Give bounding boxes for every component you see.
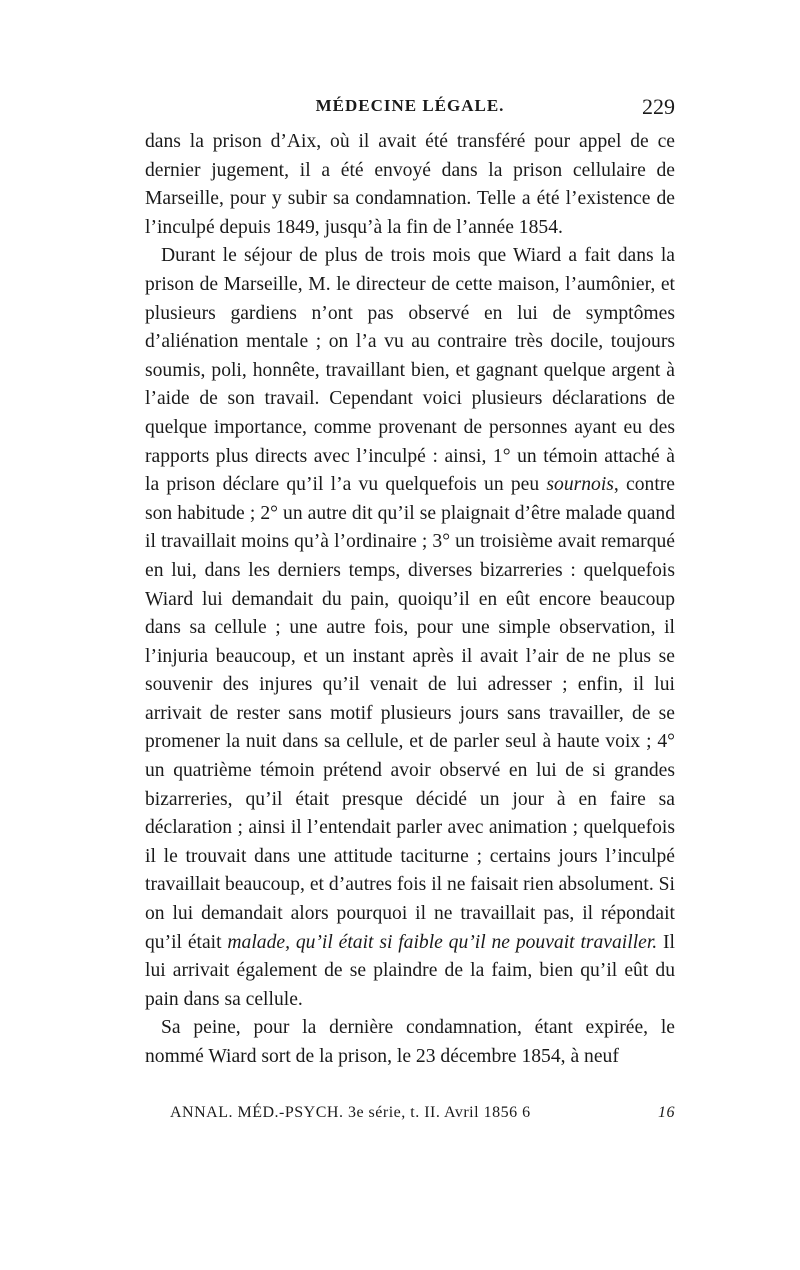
paragraph xyxy=(145,242,675,1014)
text-run: dans la prison d’Aix, où il avait été transféré pour appel de ce dernier jugement, il a été envoyé dans la prison cellulaire de Marseille, pour y subir sa condamnation. Telle a été l’existence de l’inculpé depuis 1849, jusqu’à la fin de l’année 1854. xyxy=(145,131,675,238)
paragraph xyxy=(145,128,675,242)
text-run: Il lui arrivait également de se plaindre de la faim, bien qu’il eût du pain dans sa cellule. xyxy=(145,931,675,1010)
page-footer xyxy=(170,1104,675,1122)
paragraph xyxy=(145,1014,675,1071)
text-run: Durant le séjour de plus de trois mois que Wiard a fait dans la prison de Marseille, M. le directeur de cette maison, l’aumônier, et plusieurs gardiens n’ont pas observé en lui de symptômes d’aliénation mentale ; on l’a vu au contraire très docile, toujours soumis, poli, honnête, travaillant bien, et gagnant quelque argent à l’aide de son travail. Cependant voici plusieurs déclarations de quelque importance, comme provenant de personnes ayant eu des rapports plus directs avec l’inculpé : ainsi, 1° un témoin attaché à la prison déclare qu’il l’a vu quelquefois un peu xyxy=(145,245,675,496)
italic-text-run: sournois xyxy=(546,474,614,496)
running-title: MÉDECINE LÉGALE. xyxy=(315,96,505,115)
page-number: 229 xyxy=(642,94,675,119)
signature-line: ANNAL. MÉD.-PSYCH. 3e série, t. II. Avril 1856 6 xyxy=(170,1104,531,1121)
body-text xyxy=(145,128,675,1072)
italic-text-run: malade, qu’il était si faible qu’il ne pouvait travailler. xyxy=(227,931,658,953)
text-run: , contre son habitude ; 2° un autre dit qu’il se plaignait d’être malade quand il travaillait moins qu’à l’ordinaire ; 3° un troisième avait remarqué en lui, dans les derniers temps, diverses bizarreries : quelquefois Wiard lui demandait du pain, quoiqu’il en eût encore beaucoup dans sa cellule ; une autre fois, pour une simple observation, il l’injuria beaucoup, et un instant après il avait l’air de ne plus se souvenir des injures qu’il venait de lui adresser ; enfin, il lui arrivait de rester sans motif plusieurs jours sans travailler, de se promener la nuit dans sa cellule, et de parler seul à haute voix ; 4° un quatrième témoin prétend avoir observé en lui de si grandes bizarreries, qu’il était presque décidé un jour à en faire sa déclaration ; ainsi il l’entendait parler avec animation ; quelquefois il le trouvait dans une attitude taciturne ; certains jours l’inculpé travaillait beaucoup, et d’autres fois il ne faisait rien absolument. Si on lui demandait alors pourquoi il ne travaillait pas, il répondait qu’il était xyxy=(145,474,675,953)
running-head xyxy=(145,96,675,126)
sheet-number: 16 xyxy=(658,1104,675,1121)
text-run: Sa peine, pour la dernière condamnation, étant expirée, le nommé Wiard sort de la prison, le 23 décembre 1854, à neuf xyxy=(145,1017,675,1067)
